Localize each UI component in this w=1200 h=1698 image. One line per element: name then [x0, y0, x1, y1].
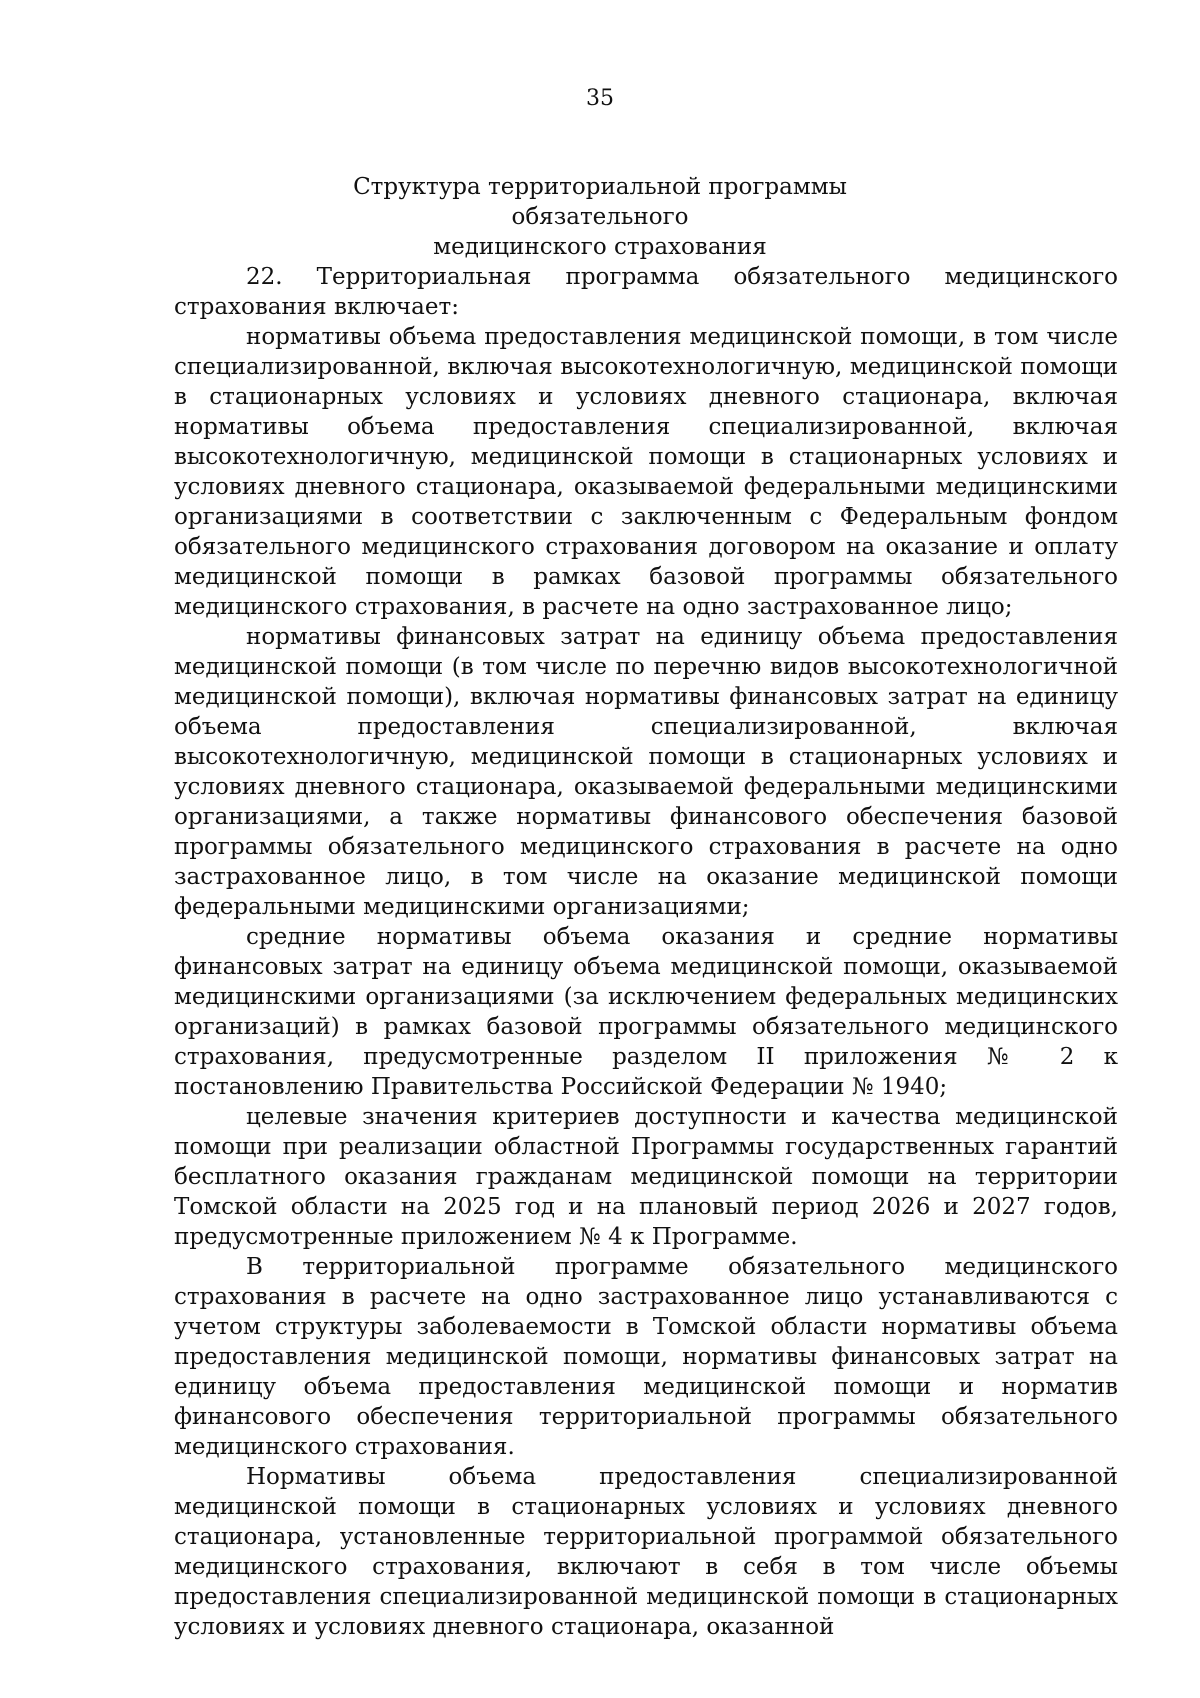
paragraph-territorial-program: В территориальной программе обязательного медицинского страхования в расчете на одно застрахованное лицо устанавливаются с учетом структуры заболеваемости в Томской области нормативы объема предоставления медицинской помощи, нормативы финансовых затрат на единицу объема предоставления медицинской помощи и норматив финансового обеспечения территориальной программы обязательного медицинского страхования.: [174, 1254, 1118, 1460]
page-number: 35: [586, 86, 614, 111]
body-text: [174, 262, 1118, 1642]
paragraph-volume-norms: нормативы объема предоставления медицинской помощи, в том числе специализированной, включая высокотехнологичную, медицинской помощи в стационарных условиях и условиях дневного стационара, включая нормативы объема предоставления специализированной, включая высокотехнологичную, медицинской помощи в стационарных условиях и условиях дневного стационара, оказываемой федеральными медицинскими организациями в соответствии с заключенным с Федеральным фондом обязательного медицинского страхования договором на оказание и оплату медицинской помощи в рамках базовой программы обязательного медицинского страхования, в расчете на одно застрахованное лицо;: [174, 324, 1118, 620]
section-title: [300, 172, 900, 262]
paragraph-target-values: целевые значения критериев доступности и качества медицинской помощи при реализации областной Программы государственных гарантий бесплатного оказания гражданам медицинской помощи на территории Томской области на 2025 год и на плановый период 2026 и 2027 годов, предусмотренные приложением № 4 к Программе.: [174, 1104, 1118, 1250]
paragraph-financial-norms: нормативы финансовых затрат на единицу объема предоставления медицинской помощи (в том числе по перечню видов высокотехнологичной медицинской помощи), включая нормативы финансовых затрат на единицу объема предоставления специализированной, включая высокотехнологичную, медицинской помощи в стационарных условиях и условиях дневного стационара, оказываемой федеральными медицинскими организациями, а также нормативы финансового обеспечения базовой программы обязательного медицинского страхования в расчете на одно застрахованное лицо, в том числе на оказание медицинской помощи федеральными медицинскими организациями;: [174, 624, 1118, 920]
paragraph-intro: 22. Территориальная программа обязательного медицинского страхования включает:: [174, 264, 1118, 320]
section-title-line-2: медицинского страхования: [433, 234, 767, 260]
paragraph-average-norms: средние нормативы объема оказания и средние нормативы финансовых затрат на единицу объема медицинской помощи, оказываемой медицинскими организациями (за исключением федеральных медицинских организаций) в рамках базовой программы обязательного медицинского страхования, предусмотренные разделом II приложения № 2 к постановлению Правительства Российской Федерации № 1940;: [174, 924, 1118, 1100]
section-title-line-1: Структура территориальной программы обязательного: [353, 174, 847, 230]
paragraph-specialized-care: Нормативы объема предоставления специализированной медицинской помощи в стационарных условиях и условиях дневного стационара, установленные территориальной программой обязательного медицинского страхования, включают в себя в том числе объемы предоставления специализированной медицинской помощи в стационарных условиях и условиях дневного стационара, оказанной: [174, 1464, 1118, 1640]
